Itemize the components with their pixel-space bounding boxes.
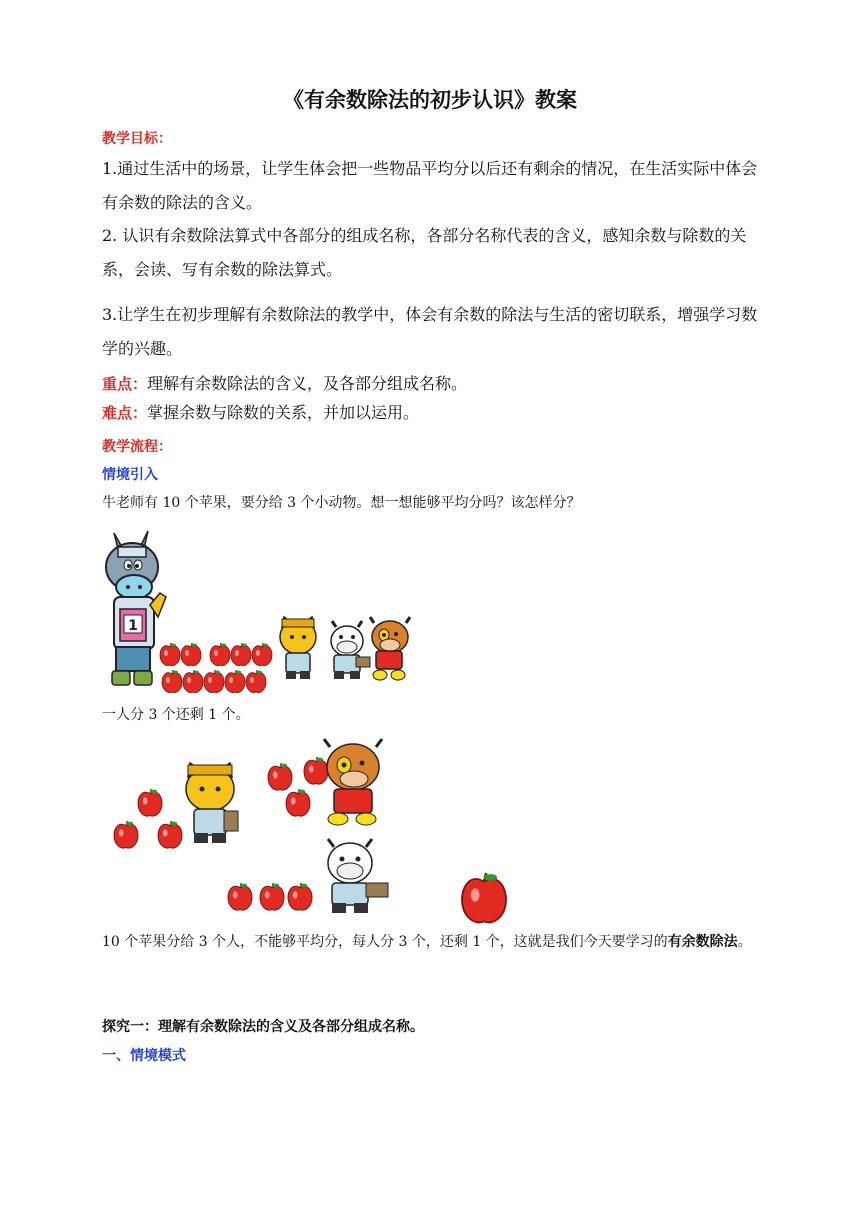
objective-2: 2. 认识有余数除法算式中各部分的组成名称，各部分名称代表的含义，感知余数与除数的关系，会读、写有余数的除法算式。 [102, 226, 747, 279]
apple-icon [260, 883, 284, 910]
illustration-distribution [100, 735, 520, 925]
goat-icon [331, 621, 370, 679]
cat-icon [186, 763, 238, 843]
apple-icon [183, 670, 203, 693]
section1-heading: 一、情境模式 [102, 1048, 186, 1064]
cow-icon [324, 739, 382, 825]
objectives-heading: 教学目标： [102, 131, 172, 147]
objective-3: 3.让学生在初步理解有余数除法的教学中，体会有余数的除法与生活的密切联系，增强学习数学的兴趣。 [102, 305, 758, 358]
apple-icon [268, 763, 292, 790]
apple-icon [252, 643, 272, 666]
apple-icon [138, 789, 162, 816]
apple-icon [246, 670, 266, 693]
apple-icon [181, 643, 201, 666]
cat-icon [280, 617, 316, 679]
apple-icon [462, 873, 506, 923]
intro-heading: 情境引入 [102, 467, 158, 483]
apple-icon [304, 757, 328, 784]
apple-icon [204, 670, 224, 693]
cow-icon [370, 617, 410, 680]
explore1-heading: 探究一：理解有余数除法的含义及各部分组成名称。 [102, 1019, 424, 1035]
summary-highlight: 有余数除法 [667, 934, 738, 950]
apple-icon [210, 643, 230, 666]
distribution-apples [114, 757, 506, 923]
difficulty [102, 400, 419, 423]
apple-icon [158, 821, 182, 848]
apple-icon [286, 789, 310, 816]
difficulty-label: 难点： [102, 404, 148, 422]
apple-icon [160, 643, 180, 666]
summary [102, 928, 762, 956]
intro-question: 牛老师有 10 个苹果，要分给 3 个小动物。想一想能够平均分吗？该怎样分？ [102, 495, 581, 511]
goat-icon [328, 839, 388, 913]
apple-icon [228, 883, 252, 910]
apple-icon [231, 643, 251, 666]
key-point-label: 重点： [102, 375, 148, 393]
apple-icon [162, 670, 182, 693]
process-heading: 教学流程： [102, 439, 172, 455]
difficulty-text: 掌握余数与除数的关系，并加以运用。 [147, 403, 420, 422]
apples-grid [160, 643, 272, 693]
illustration-teacher-apples [100, 525, 430, 695]
key-point-text: 理解有余数除法的含义，及各部分组成名称。 [147, 374, 468, 393]
teacher-badge: 1 [128, 618, 138, 634]
page-title: 《有余数除法的初步认识》教案 [283, 87, 577, 112]
teacher-ox-icon [106, 531, 166, 685]
apple-icon [288, 883, 312, 910]
apple-icon [225, 670, 245, 693]
summary-suffix: 。 [737, 934, 752, 950]
objective-1: 1.通过生活中的场景，让学生体会把一些物品平均分以后还有剩余的情况，在生活实际中体会有余数的除法的含义。 [102, 159, 758, 212]
apple-icon [114, 821, 138, 848]
caption-1: 一人分 3 个还剩 1 个。 [102, 707, 250, 723]
summary-text: 10 个苹果分给 3 个人，不能够平均分，每人分 3 个，还剩 1 个，这就是我们今天要学习的 [102, 934, 668, 950]
key-point [102, 371, 467, 394]
